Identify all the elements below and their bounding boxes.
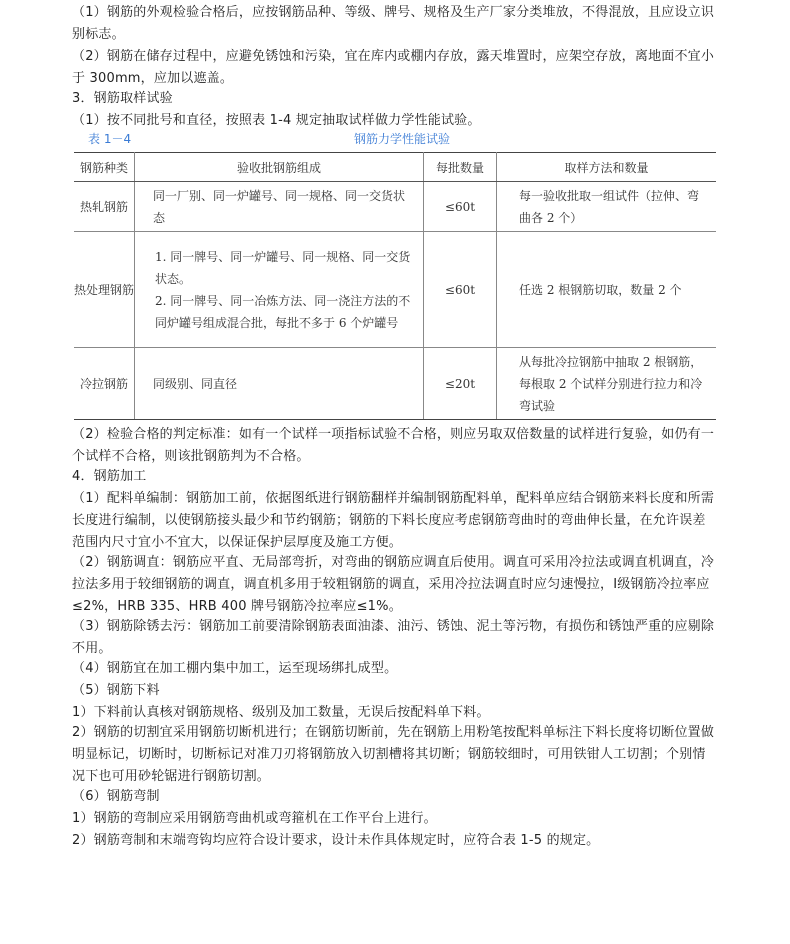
cell-rebar-type: 热轧钢筋 — [74, 182, 135, 232]
cell-method: 每一验收批取一组试件（拉伸、弯曲各 2 个） — [497, 182, 717, 232]
paragraph-bending-machine: 1）钢筋的弯制应采用钢筋弯曲机或弯箍机在工作平台上进行。 — [72, 811, 437, 826]
cell-quantity: ≤60t — [424, 182, 497, 232]
paragraph-storage-rust: （2）钢筋在储存过程中，应避免锈蚀和污染，宜在库内或棚内存放，露天堆置时，应架空存放，离地面不宜小于 300mm，应加以遮盖。 — [72, 49, 715, 86]
header-batch-composition: 验收批钢筋组成 — [135, 153, 424, 182]
cell-rebar-type: 热处理钢筋 — [74, 232, 135, 348]
header-batch-quantity: 每批数量 — [424, 153, 497, 182]
subheading-bending: （6）钢筋弯制 — [72, 789, 160, 804]
header-rebar-type: 钢筋种类 — [74, 153, 135, 182]
paragraph-storage-sorting: （1）钢筋的外观检验合格后，应按钢筋品种、等级、牌号、规格及生产厂家分类堆放，不得混放，且应设立识别标志。 — [72, 5, 715, 42]
paragraph-central-processing: （4）钢筋宜在加工棚内集中加工，运至现场绑扎成型。 — [72, 661, 398, 676]
cell-composition: 同级别、同直径 — [135, 348, 424, 420]
subheading-cutting: （5）钢筋下料 — [72, 683, 160, 698]
table-caption — [88, 130, 718, 148]
paragraph-cutting-check: 1）下料前认真核对钢筋规格、级别及加工数量，无误后按配料单下料。 — [72, 705, 490, 720]
section-heading-sampling: 3．钢筋取样试验 — [72, 91, 173, 106]
cell-composition: 同一厂别、同一炉罐号、同一规格、同一交货状态 — [135, 182, 424, 232]
table-row — [74, 182, 716, 232]
composition-item-1: 1. 同一牌号、同一炉罐号、同一规格、同一交货状态。 — [155, 249, 411, 286]
table-row — [74, 348, 716, 420]
paragraph-retest-criteria: （2）检验合格的判定标准：如有一个试样一项指标试验不合格，则应另取双倍数量的试样进行复验，如仍有一个试样不合格，则该批钢筋判为不合格。 — [72, 427, 715, 464]
paragraph-cutting-list: （1）配料单编制：钢筋加工前，依据图纸进行钢筋翻样并编制钢筋配料单，配料单应结合钢筋来料长度和所需长度进行编制，以使钢筋接头最少和节约钢筋；钢筋的下料长度应考虑钢筋弯曲时的弯曲伸长量，在允许误差范围内尺寸宜小不宜大，以保证保护层厚度及施工方便。 — [72, 491, 715, 550]
mechanical-test-table — [74, 152, 716, 420]
paragraph-bending-requirements: 2）钢筋弯制和末端弯钩均应符合设计要求，设计未作具体规定时，应符合表 1-5 的规定。 — [72, 833, 600, 848]
cell-method: 从每批冷拉钢筋中抽取 2 根钢筋，每根取 2 个试样分别进行拉力和冷弯试验 — [497, 348, 717, 420]
section-heading-processing: 4．钢筋加工 — [72, 469, 147, 484]
cell-quantity: ≤20t — [424, 348, 497, 420]
table-number: 表 1－4 — [88, 132, 132, 146]
cell-method: 任选 2 根钢筋切取，数量 2 个 — [497, 232, 717, 348]
paragraph-rust-removal: （3）钢筋除锈去污：钢筋加工前要清除钢筋表面油漆、油污、锈蚀、泥土等污物，有损伤和锈蚀严重的应剔除不用。 — [72, 619, 715, 656]
cell-quantity: ≤60t — [424, 232, 497, 348]
paragraph-straightening: （2）钢筋调直：钢筋应平直、无局部弯折，对弯曲的钢筋应调直后使用。调直可采用冷拉法或调直机调直，冷拉法多用于较细钢筋的调直，调直机多用于较粗钢筋的调直，采用冷拉法调直时应匀速慢拉，Ⅰ级钢筋冷拉率应≤2%，HRB 335、HRB 400 牌号钢筋冷拉率应≤1%。 — [72, 555, 715, 614]
paragraph-sampling-rule: （1）按不同批号和直径，按照表 1-4 规定抽取试样做力学性能试验。 — [72, 113, 481, 128]
composition-item-2: 2. 同一牌号、同一冶炼方法、同一浇注方法的不同炉罐号组成混合批，每批不多于 6 个炉罐号 — [155, 293, 411, 330]
cell-rebar-type: 冷拉钢筋 — [74, 348, 135, 420]
header-sampling-method: 取样方法和数量 — [497, 153, 717, 182]
table-row — [74, 232, 716, 348]
cell-composition — [135, 232, 424, 348]
table-title: 钢筋力学性能试验 — [354, 132, 451, 146]
table-header-row — [74, 153, 716, 182]
paragraph-cutting-method: 2）钢筋的切割宜采用钢筋切断机进行；在钢筋切断前，先在钢筋上用粉笔按配料单标注下料长度将切断位置做明显标记，切断时，切断标记对准刀刃将钢筋放入切割槽将其切断；钢筋较细时，可用铁钳人工切割；个别情况下也可用砂轮锯进行钢筋切割。 — [72, 725, 715, 784]
